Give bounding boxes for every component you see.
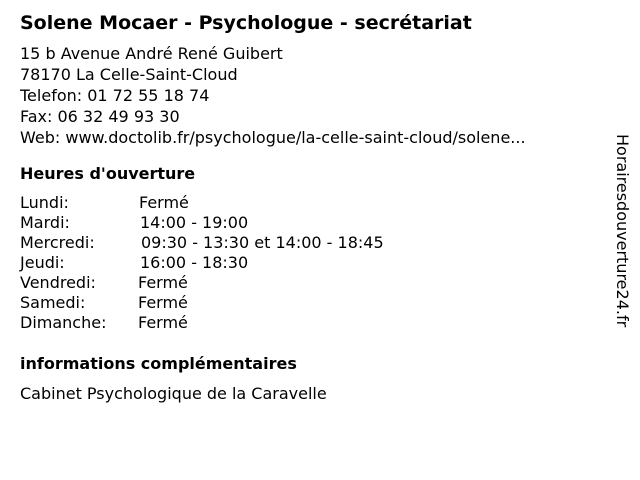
- address-line-street: 15 b Avenue André René Guibert: [20, 44, 283, 63]
- additional-info-heading: informations complémentaires: [20, 354, 297, 373]
- page-title: Solene Mocaer - Psychologue - secrétariat: [20, 12, 472, 34]
- day-hours: Fermé: [138, 293, 188, 312]
- day-label: Mercredi:: [20, 233, 95, 252]
- address-line-city: 78170 La Celle-Saint-Cloud: [20, 65, 238, 84]
- day-hours: 09:30 - 13:30 et 14:00 - 18:45: [141, 233, 384, 252]
- day-label: Dimanche:: [20, 313, 107, 332]
- day-label: Samedi:: [20, 293, 86, 312]
- additional-info-text: Cabinet Psychologique de la Caravelle: [20, 384, 327, 403]
- site-watermark: Horairesdouverture24.fr: [613, 134, 632, 328]
- day-label: Lundi:: [20, 193, 69, 212]
- day-label: Mardi:: [20, 213, 70, 232]
- fax-number: Fax: 06 32 49 93 30: [20, 107, 180, 126]
- day-hours: Fermé: [139, 193, 189, 212]
- day-label: Vendredi:: [20, 273, 96, 292]
- day-hours: 16:00 - 18:30: [140, 253, 249, 272]
- day-hours: 14:00 - 19:00: [140, 213, 249, 232]
- phone-number: Telefon: 01 72 55 18 74: [20, 86, 210, 105]
- website-link[interactable]: Web: www.doctolib.fr/psychologue/la-celle-saint-cloud/solene...: [20, 128, 526, 147]
- day-hours: Fermé: [138, 273, 188, 292]
- day-hours: Fermé: [138, 313, 188, 332]
- contact-block: [20, 43, 526, 148]
- day-label: Jeudi:: [20, 253, 65, 272]
- opening-hours-heading: Heures d'ouverture: [20, 164, 196, 183]
